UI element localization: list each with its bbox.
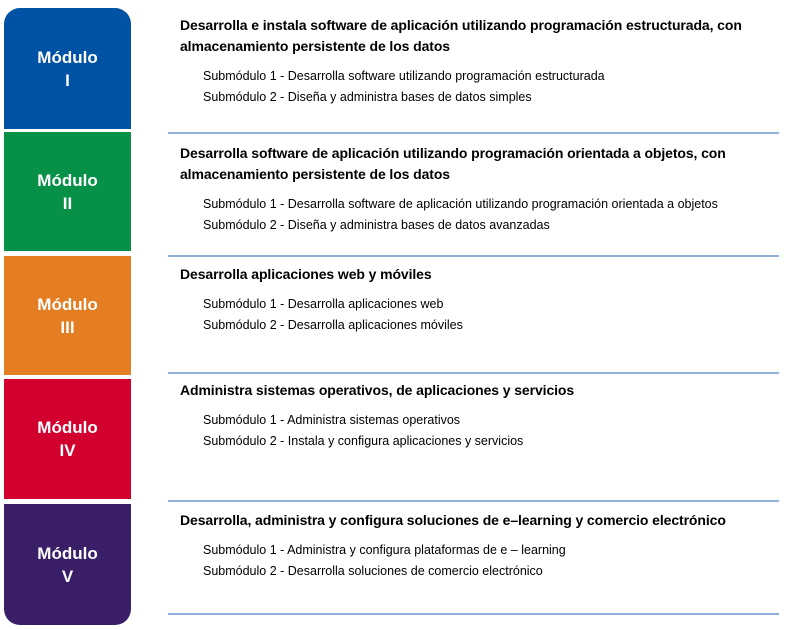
module-title [180,143,780,185]
section-divider [168,500,779,502]
module-label: Módulo [37,47,98,67]
module-title [180,380,780,401]
section-divider [168,372,779,374]
module-title-line: Desarrolla software de aplicación utilizando programación orientada a objetos, con [180,145,726,161]
module-description-5 [180,510,780,582]
submodule-item: Submódulo 1 - Desarrolla aplicaciones web [203,297,444,311]
module-title [180,264,780,285]
module-title [180,510,780,531]
module-box-5 [4,504,131,625]
module-description-4 [180,380,780,452]
module-title-line: Desarrolla e instala software de aplicación utilizando programación estructurada, con [180,17,742,33]
submodule-item: Submódulo 2 - Diseña y administra bases de datos avanzadas [203,218,550,232]
module-title-line: almacenamiento persistente de los datos [180,166,450,182]
section-divider [168,132,779,134]
module-numeral: I [65,70,70,90]
section-divider [168,255,779,257]
submodule-list [180,66,780,108]
submodule-item: Submódulo 2 - Instala y configura aplicaciones y servicios [203,434,524,448]
module-title-line: Desarrolla, administra y configura soluciones de e–learning y comercio electrónico [180,512,726,528]
submodule-list [180,194,780,236]
module-box-2 [4,132,131,251]
module-title-line: Administra sistemas operativos, de aplicaciones y servicios [180,382,575,398]
module-numeral: IV [59,441,76,460]
module-numeral: III [60,317,75,337]
module-title-line: almacenamiento persistente de los datos [180,38,450,54]
module-box-4 [4,379,131,499]
module-box-3 [4,256,131,375]
module-numeral: V [61,566,74,586]
module-label: Módulo [37,294,98,314]
submodule-item: Submódulo 1 - Administra sistemas operativos [203,413,461,427]
module-label: Módulo [37,418,98,437]
module-description-1 [180,15,780,108]
module-label: Módulo [37,170,98,190]
module-numeral: II [62,193,73,213]
module-title [180,15,780,57]
module-description-3 [180,264,780,336]
submodule-item: Submódulo 2 - Diseña y administra bases de datos simples [203,90,532,104]
module-title-line: Desarrolla aplicaciones web y móviles [180,266,432,282]
submodule-item: Submódulo 1 - Desarrolla software utilizando programación estructurada [203,69,605,83]
module-description-2 [180,143,780,236]
section-divider [168,613,779,615]
submodule-list [180,540,780,582]
submodule-item: Submódulo 1 - Administra y configura plataformas de e – learning [203,543,566,557]
submodule-item: Submódulo 2 - Desarrolla aplicaciones móviles [203,318,463,332]
module-box-1 [4,8,131,129]
submodule-list [180,294,780,336]
submodule-item: Submódulo 1 - Desarrolla software de aplicación utilizando programación orientada a objetos [203,197,718,211]
submodule-item: Submódulo 2 - Desarrolla soluciones de comercio electrónico [203,564,543,578]
submodule-list [180,410,780,452]
module-label: Módulo [37,543,98,563]
